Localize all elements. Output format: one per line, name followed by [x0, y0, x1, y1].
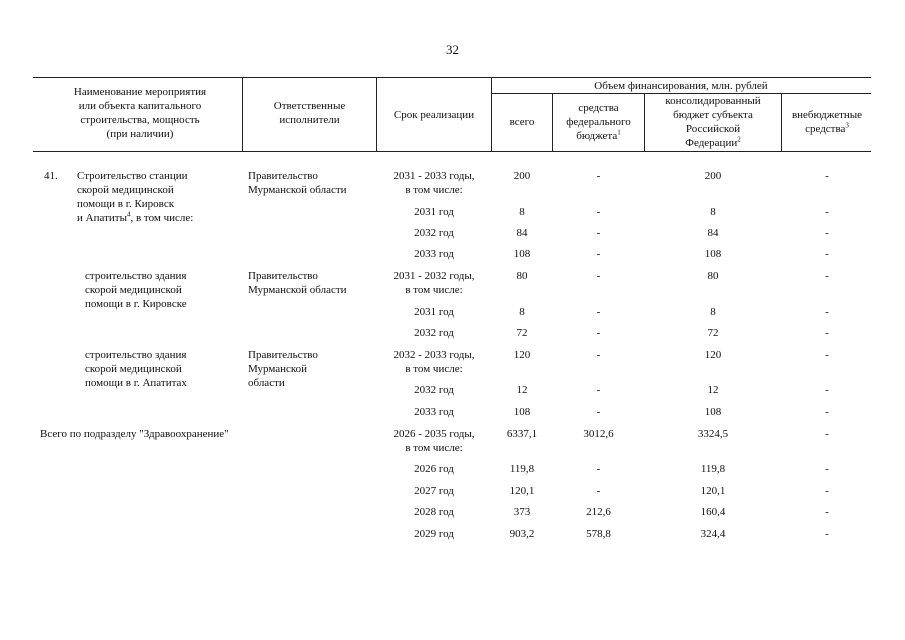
row-offbudget: -: [825, 270, 829, 282]
row-total: 373: [513, 506, 531, 518]
row-period: 2029 год: [414, 528, 454, 540]
row-federal: -: [596, 170, 601, 182]
row-regional: 108: [704, 248, 722, 260]
row-total: 84: [516, 227, 528, 239]
row-period: 2028 год: [414, 506, 454, 518]
row-regional: 200: [704, 170, 722, 182]
row-offbudget: -: [825, 349, 829, 361]
row-federal: -: [596, 406, 601, 418]
row-federal: -: [596, 384, 601, 396]
row-regional: 80: [707, 270, 719, 282]
row-period: 2031 - 2032 годы, в том числе:: [393, 270, 475, 296]
row-period: 2033 год: [414, 406, 454, 418]
row-federal: -: [596, 349, 601, 361]
row-total: 6337,1: [506, 428, 538, 440]
row-period: 2032 год: [414, 384, 454, 396]
row-period: 2032 год: [414, 327, 454, 339]
row-regional: 324,4: [700, 528, 726, 540]
row-regional: 108: [704, 406, 722, 418]
row-offbudget: -: [825, 327, 829, 339]
column-divider: [491, 77, 492, 151]
row-federal: -: [596, 306, 601, 318]
row-total: 12: [516, 384, 528, 396]
row-offbudget: -: [825, 528, 829, 540]
header-name: Наименование мероприятия или объекта капитального строительства, мощность (при наличии): [73, 86, 207, 140]
row-offbudget: -: [825, 506, 829, 518]
row-offbudget: -: [825, 170, 829, 182]
row-period: 2026 год: [414, 463, 454, 475]
row-regional: 84: [707, 227, 719, 239]
row-period: 2026 - 2035 годы, в том числе:: [393, 428, 475, 454]
row-period: 2031 год: [414, 306, 454, 318]
footnote-3: 3: [845, 121, 849, 130]
item-name-text: Строительство станции скорой медицинской помощи в г. Кировск и Апатиты: [77, 170, 188, 224]
header-responsible: Ответственные исполнители: [273, 100, 346, 126]
row-regional: 8: [710, 306, 716, 318]
row-offbudget: -: [825, 463, 829, 475]
table-header-bottom-rule: [33, 151, 871, 152]
row-regional: 120,1: [700, 485, 726, 497]
row-period: 2032 год: [414, 227, 454, 239]
sub2-responsible: Правительство Мурманской области: [248, 349, 318, 389]
row-offbudget: -: [825, 227, 829, 239]
row-offbudget: -: [825, 428, 829, 440]
row-total: 8: [519, 206, 525, 218]
row-total: 200: [513, 170, 531, 182]
row-period: 2032 - 2033 годы, в том числе:: [393, 349, 475, 375]
item-name: [77, 169, 242, 225]
row-total: 119,8: [509, 463, 535, 475]
column-divider: [644, 93, 645, 151]
row-total: 120: [513, 349, 531, 361]
footnote-4: 4: [126, 210, 131, 219]
row-federal: -: [596, 485, 601, 497]
header-regional-label: консолидированный бюджет субъекта Российской Федерации: [665, 95, 761, 149]
item-responsible: Правительство Мурманской области: [248, 170, 347, 196]
item-number: 41.: [44, 170, 58, 182]
header-funding-group: Объем финансирования, млн. рублей: [594, 80, 768, 92]
row-federal: 578,8: [586, 528, 611, 540]
row-federal: -: [596, 270, 601, 282]
header-regional: [646, 94, 780, 150]
row-federal: 3012,6: [583, 428, 614, 440]
row-federal: -: [596, 327, 601, 339]
column-divider: [376, 77, 377, 151]
header-federal-label: средства федерального бюджета: [566, 102, 631, 142]
sub1-name: строительство здания скорой медицинской помощи в г. Кировске: [85, 270, 187, 310]
footnote-2: 2: [737, 135, 741, 144]
row-regional: 3324,5: [697, 428, 729, 440]
column-divider: [781, 93, 782, 151]
row-total: 108: [513, 406, 531, 418]
header-offbudget: [783, 108, 871, 136]
header-federal: [554, 101, 643, 143]
row-federal: -: [596, 227, 601, 239]
row-total: 72: [516, 327, 528, 339]
row-total: 80: [516, 270, 528, 282]
row-total: 8: [519, 306, 525, 318]
row-total: 120,1: [509, 485, 535, 497]
header-period: Срок реализации: [393, 109, 475, 121]
row-federal: -: [596, 248, 601, 260]
page-number: 32: [446, 42, 459, 57]
row-period: 2031 год: [414, 206, 454, 218]
row-regional: 72: [707, 327, 719, 339]
row-regional: 120: [704, 349, 722, 361]
column-divider: [242, 77, 243, 151]
row-regional: 8: [710, 206, 716, 218]
row-offbudget: -: [825, 485, 829, 497]
sub1-responsible: Правительство Мурманской области: [248, 270, 347, 296]
row-total: 108: [513, 248, 531, 260]
row-offbudget: -: [825, 384, 829, 396]
row-period: 2031 - 2033 годы, в том числе:: [393, 170, 475, 196]
row-offbudget: -: [825, 206, 829, 218]
header-offbudget-label: внебюджетные средства: [791, 109, 863, 135]
table-top-rule: [33, 77, 871, 78]
row-offbudget: -: [825, 306, 829, 318]
row-regional: 160,4: [700, 506, 726, 518]
header-total: всего: [509, 116, 535, 128]
row-total: 903,2: [509, 528, 535, 540]
row-regional: 12: [707, 384, 719, 396]
row-period: 2033 год: [414, 248, 454, 260]
footnote-1: 1: [617, 128, 621, 137]
summary-name: Всего по подразделу "Здравоохранение": [40, 428, 229, 440]
row-offbudget: -: [825, 406, 829, 418]
sub2-name: строительство здания скорой медицинской помощи в г. Апатитах: [85, 349, 187, 389]
row-offbudget: -: [825, 248, 829, 260]
row-federal: -: [596, 206, 601, 218]
row-regional: 119,8: [700, 463, 726, 475]
row-federal: 212,6: [586, 506, 611, 518]
item-name-tail: , в том числе:: [130, 212, 194, 224]
column-divider: [552, 93, 553, 151]
row-period: 2027 год: [414, 485, 454, 497]
row-federal: -: [596, 463, 601, 475]
